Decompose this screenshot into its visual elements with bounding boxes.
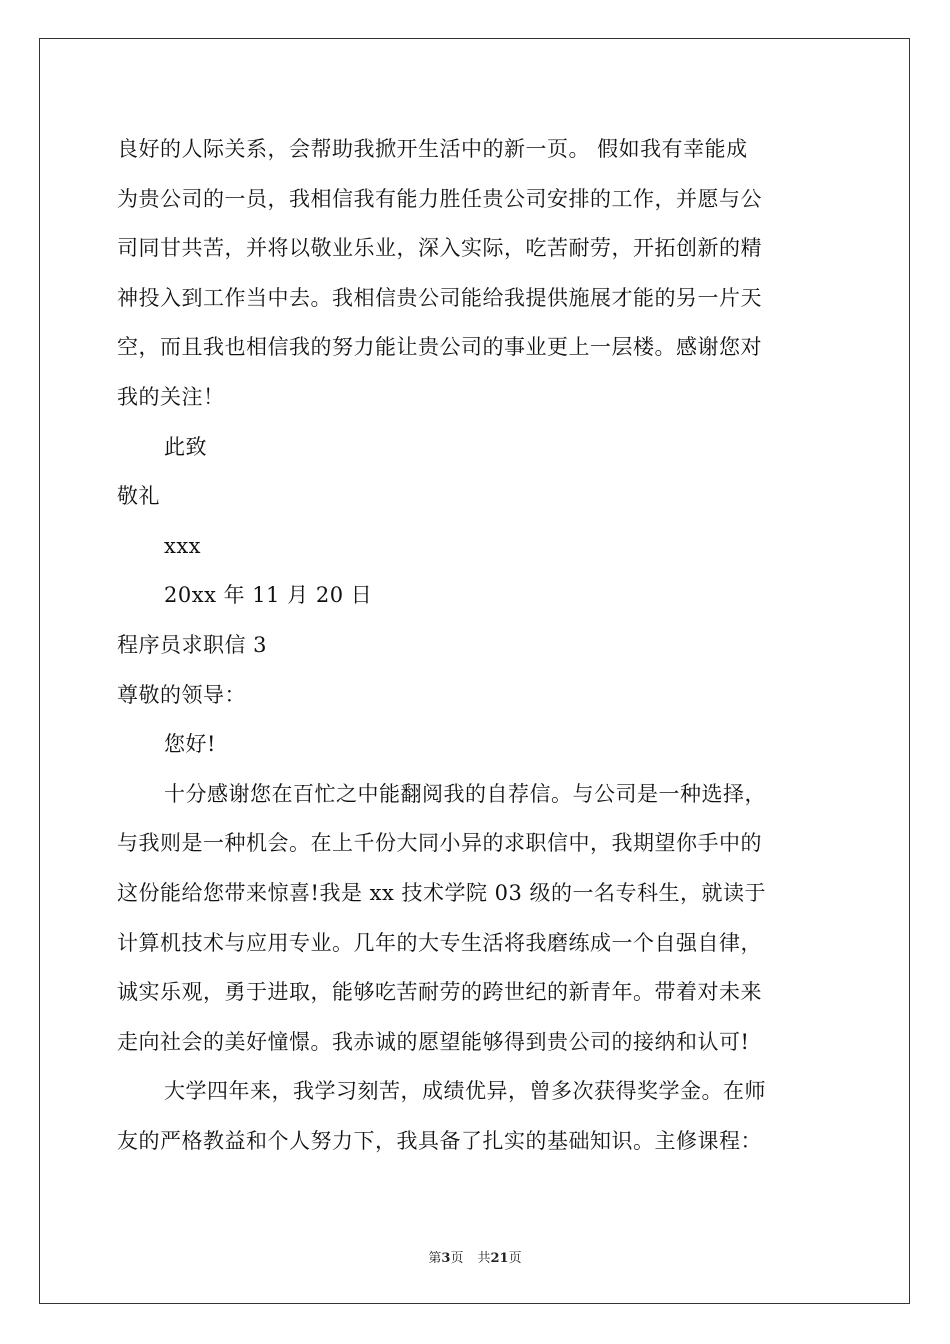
footer-total-prefix: 共 (477, 1251, 491, 1266)
text-line: 此致 (164, 434, 207, 459)
footer-total-pages: 21 (490, 1251, 509, 1266)
text-line: 我的关注！ (117, 384, 225, 409)
document-body (117, 125, 833, 1166)
footer-page-prefix: 第 (428, 1251, 442, 1266)
text-line: 程序员求职信 3 (117, 632, 268, 657)
footer-page-unit: 页 (450, 1251, 464, 1266)
text-line: 计算机技术与应用专业。几年的大专生活将我磨练成一个自强自律， (117, 930, 762, 955)
text-line: 司同甘共苦，并将以敬业乐业，深入实际，吃苦耐劳，开拓创新的精 (117, 236, 762, 261)
footer-current-page: 3 (441, 1251, 451, 1266)
text-line: 这份能给您带来惊喜!我是 xx 技术学院 03 级的一名专科生，就读于 (117, 880, 767, 905)
text-line: 敬礼 (117, 484, 160, 509)
text-line: 十分感谢您在百忙之中能翻阅我的自荐信。与公司是一种选择， (164, 781, 766, 806)
text-line: 良好的人际关系，会帮助我掀开生活中的新一页。 假如我有幸能成 (117, 137, 748, 161)
text-line: 空，而且我也相信我的努力能让贵公司的事业更上一层楼。感谢您对 (117, 335, 762, 360)
text-line: 您好! (164, 732, 216, 757)
page-footer (0, 1247, 950, 1266)
text-line: 大学四年来，我学习刻苦，成绩优异，曾多次获得奖学金。在师 (164, 1079, 766, 1104)
text-line: 诚实乐观，勇于进取，能够吃苦耐劳的跨世纪的新青年。带着对未来 (117, 980, 762, 1005)
text-line: xxx (164, 533, 202, 558)
text-line: 走向社会的美好憧憬。我赤诚的愿望能够得到贵公司的接纳和认可! (117, 1029, 750, 1054)
text-line: 20xx 年 11 月 20 日 (164, 583, 373, 608)
footer-total-unit: 页 (508, 1251, 522, 1266)
text-line: 友的严格教益和个人努力下，我具备了扎实的基础知识。主修课程： (117, 1128, 762, 1153)
text-line: 神投入到工作当中去。我相信贵公司能给我提供施展才能的另一片天 (117, 285, 762, 310)
text-line: 尊敬的领导： (117, 682, 246, 707)
text-line: 为贵公司的一员，我相信我有能力胜任贵公司安排的工作，并愿与公 (117, 186, 762, 211)
text-line: 与我则是一种机会。在上千份大同小异的求职信中，我期望你手中的 (117, 831, 762, 856)
